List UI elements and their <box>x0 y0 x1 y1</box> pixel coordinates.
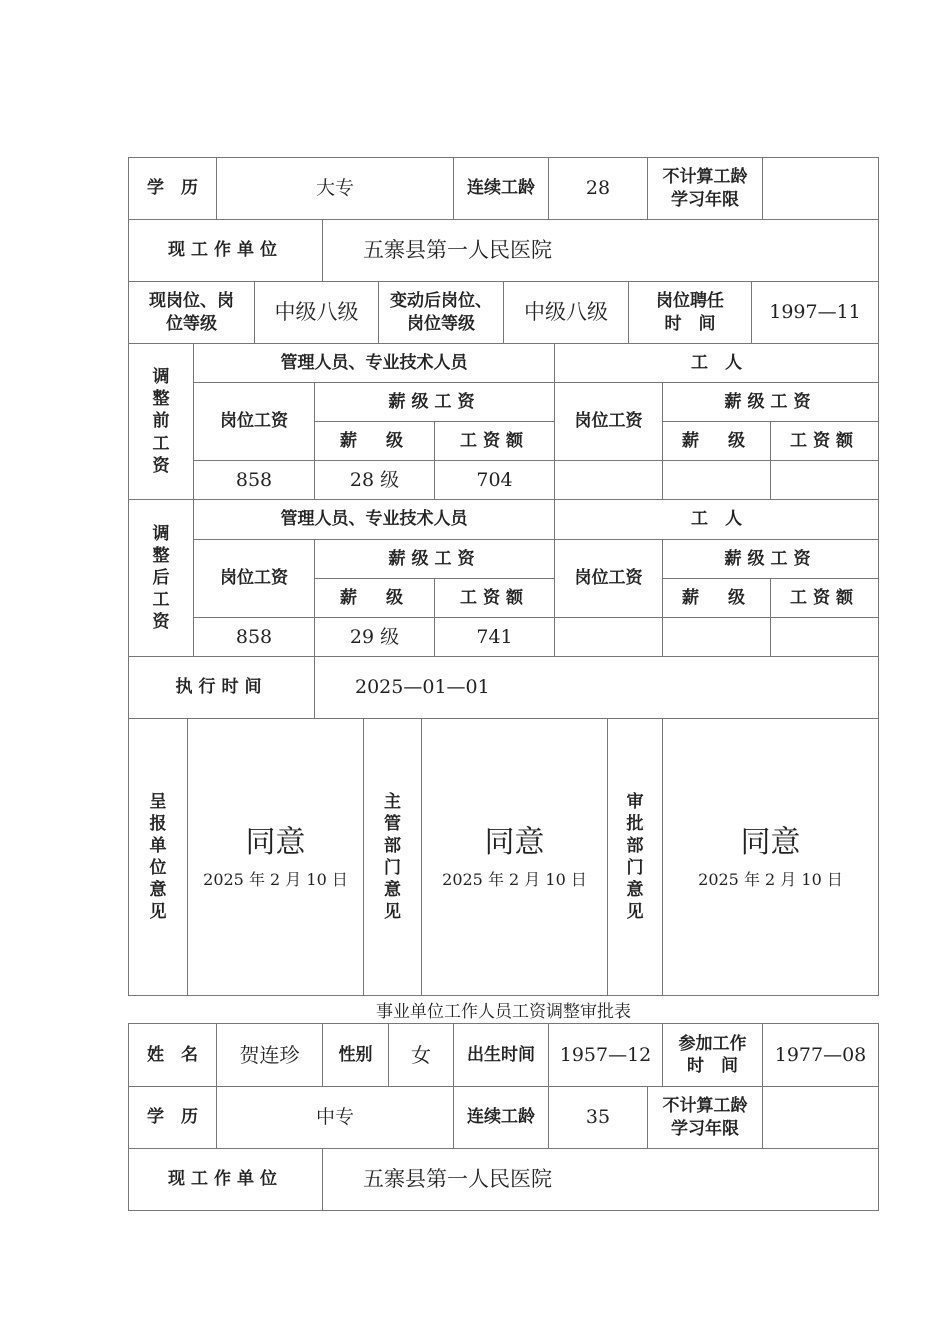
name-value: 贺连珍 <box>216 1023 323 1087</box>
report-unit-opinion-date: 2025 年 2 月 10 日 <box>203 870 348 890</box>
approval-opinion-date: 2025 年 2 月 10 日 <box>698 870 843 890</box>
exec-time-value: 2025—01—01 <box>314 656 879 719</box>
continuous-service-value: 28 <box>548 157 648 220</box>
before-worker-scale-salary-header: 薪级工资 <box>662 382 879 422</box>
continuous-service-label-2: 连续工龄 <box>453 1086 549 1149</box>
before-scale-salary-header: 薪级工资 <box>314 382 555 422</box>
before-grade-value: 28 级 <box>314 460 435 500</box>
continuous-service-value-2: 35 <box>548 1086 648 1149</box>
before-worker-amount-value <box>770 460 879 500</box>
continuous-service-label: 连续工龄 <box>453 157 549 220</box>
report-unit-opinion-label: 呈报单位意见 <box>128 718 188 996</box>
supervisor-opinion-text: 同意 <box>484 825 545 861</box>
exec-time-label: 执行时间 <box>128 656 315 719</box>
after-worker-amount-header: 工资额 <box>770 578 879 618</box>
work-start-label: 参加工作时 间 <box>662 1023 763 1087</box>
education-value: 大专 <box>216 157 454 220</box>
report-unit-opinion <box>187 718 364 996</box>
after-worker-scale-salary-header: 薪级工资 <box>662 539 879 579</box>
birth-value: 1957—12 <box>548 1023 663 1087</box>
before-amount-header: 工资额 <box>434 421 555 461</box>
current-post-label: 现岗位、岗位等级 <box>128 281 255 344</box>
after-amount-value: 741 <box>434 617 555 657</box>
excluded-study-value-2 <box>762 1086 879 1149</box>
unit-label: 现工作单位 <box>128 219 323 282</box>
after-group-mgmt: 管理人员、专业技术人员 <box>193 499 555 540</box>
name-label: 姓 名 <box>128 1023 217 1087</box>
excluded-study-label-2: 不计算工龄学习年限 <box>647 1086 763 1149</box>
hire-time-label: 岗位聘任时 间 <box>628 281 752 344</box>
new-post-value: 中级八级 <box>503 281 629 344</box>
unit-value: 五寨县第一人民医院 <box>322 219 879 282</box>
after-amount-header: 工资额 <box>434 578 555 618</box>
supervisor-opinion-date: 2025 年 2 月 10 日 <box>442 870 587 890</box>
supervisor-opinion <box>421 718 608 996</box>
after-grade-header: 薪 级 <box>314 578 435 618</box>
after-worker-post-salary-header: 岗位工资 <box>554 539 663 618</box>
gender-value: 女 <box>388 1023 454 1087</box>
after-salary-label: 调整后工资 <box>128 499 194 657</box>
approval-opinion <box>662 718 879 996</box>
after-worker-grade-value <box>662 617 771 657</box>
before-amount-value: 704 <box>434 460 555 500</box>
excluded-study-label: 不计算工龄学习年限 <box>647 157 763 220</box>
before-grade-header: 薪 级 <box>314 421 435 461</box>
after-worker-grade-header: 薪 级 <box>662 578 771 618</box>
after-grade-value: 29 级 <box>314 617 435 657</box>
current-post-value: 中级八级 <box>254 281 379 344</box>
supervisor-opinion-label: 主管部门意见 <box>363 718 422 996</box>
approval-opinion-label: 审批部门意见 <box>607 718 663 996</box>
before-post-salary-header: 岗位工资 <box>193 382 315 461</box>
birth-label: 出生时间 <box>453 1023 549 1087</box>
before-worker-grade-header: 薪 级 <box>662 421 771 461</box>
education-label: 学 历 <box>128 157 217 220</box>
after-group-worker: 工 人 <box>554 499 879 540</box>
before-post-salary-value: 858 <box>193 460 315 500</box>
excluded-study-value <box>762 157 879 220</box>
after-post-salary-value: 858 <box>193 617 315 657</box>
before-group-worker: 工 人 <box>554 343 879 383</box>
report-unit-opinion-text: 同意 <box>245 825 306 861</box>
before-worker-post-value <box>554 460 663 500</box>
new-post-label: 变动后岗位、岗位等级 <box>378 281 504 344</box>
before-worker-grade-value <box>662 460 771 500</box>
hire-time-value: 1997—11 <box>751 281 879 344</box>
after-worker-amount-value <box>770 617 879 657</box>
form-title: 事业单位工作人员工资调整审批表 <box>376 1002 631 1022</box>
approval-opinion-text: 同意 <box>740 825 801 861</box>
before-group-mgmt: 管理人员、专业技术人员 <box>193 343 555 383</box>
unit-value-2: 五寨县第一人民医院 <box>322 1148 879 1211</box>
after-post-salary-header: 岗位工资 <box>193 539 315 618</box>
after-scale-salary-header: 薪级工资 <box>314 539 555 579</box>
after-worker-post-value <box>554 617 663 657</box>
gender-label: 性别 <box>322 1023 389 1087</box>
before-salary-label: 调整前工资 <box>128 343 194 500</box>
education-label-2: 学 历 <box>128 1086 217 1149</box>
before-worker-amount-header: 工资额 <box>770 421 879 461</box>
before-worker-post-salary-header: 岗位工资 <box>554 382 663 461</box>
education-value-2: 中专 <box>216 1086 454 1149</box>
unit-label-2: 现工作单位 <box>128 1148 323 1211</box>
work-start-value: 1977—08 <box>762 1023 879 1087</box>
